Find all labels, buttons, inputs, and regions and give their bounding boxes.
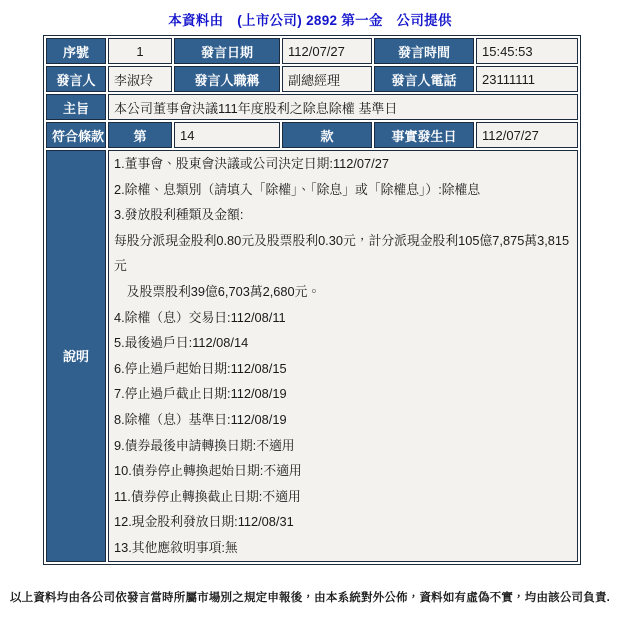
speaker-value: 李淑玲 (108, 66, 172, 92)
description-content (108, 150, 578, 562)
article-prefix-label: 第 (108, 122, 172, 148)
description-line: 12.現金股利發放日期:112/08/31 (114, 514, 294, 530)
description-line: 3.發放股利種類及金額: (114, 207, 244, 223)
speaker-title-value: 副總經理 (282, 66, 372, 92)
description-label: 說明 (46, 150, 106, 562)
description-line: 8.除權（息）基準日:112/08/19 (114, 411, 287, 427)
announcement-page (0, 9, 620, 605)
subject-label: 主旨 (46, 94, 106, 120)
description-line: 4.除權（息）交易日:112/08/11 (114, 309, 286, 325)
description-line: 6.停止過戶起始日期:112/08/15 (114, 360, 287, 376)
subject-value: 本公司董事會決議111年度股利之除息除權 基準日 (108, 94, 578, 120)
article-number-value: 14 (174, 122, 280, 148)
speaker-phone-value: 23111111 (476, 66, 578, 92)
table-row-speaker (46, 66, 578, 92)
description-line: 每股分派現金股利0.80元及股票股利0.30元，計分派現金股利105億7,875萬3,815元 (114, 232, 570, 274)
sequence-value: 1 (108, 38, 172, 64)
description-line: 10.債券停止轉換起始日期:不適用 (114, 463, 302, 479)
table-row-clause (46, 122, 578, 148)
description-line: 2.除權、息類別（請填入「除權」、「除息」或「除權息」）:除權息 (114, 181, 481, 197)
page-title: 本資料由 (上市公司) 2892 第一金 公司提供 (168, 13, 452, 28)
announcement-table (43, 35, 581, 565)
speaker-phone-label: 發言人電話 (374, 66, 474, 92)
clause-label: 符合條款 (46, 122, 106, 148)
speaker-title-label: 發言人職稱 (174, 66, 280, 92)
description-line: 5.最後過戶日:112/08/14 (114, 335, 249, 351)
fact-date-value: 112/07/27 (476, 122, 578, 148)
speaker-label: 發言人 (46, 66, 106, 92)
description-line: 1.董事會、股東會決議或公司決定日期:112/07/27 (114, 156, 389, 171)
description-line: 11.債券停止轉換截止日期:不適用 (114, 488, 301, 504)
speak-time-label: 發言時間 (374, 38, 474, 64)
description-line: 7.停止過戶截止日期:112/08/19 (114, 386, 287, 402)
table-row-subject (46, 94, 578, 120)
description-line: 及股票股利39億6,703萬2,680元。 (114, 283, 321, 299)
description-line: 13.其他應敘明事項:無 (114, 539, 238, 555)
table-row-sequence (46, 38, 578, 64)
table-row-description (46, 150, 578, 562)
speak-time-value: 15:45:53 (476, 38, 578, 64)
article-suffix-label: 款 (282, 122, 372, 148)
fact-date-label: 事實發生日 (374, 122, 474, 148)
speak-date-value: 112/07/27 (282, 38, 372, 64)
description-line: 9.債券最後申請轉換日期:不適用 (114, 437, 295, 453)
sequence-label: 序號 (46, 38, 106, 64)
speak-date-label: 發言日期 (174, 38, 280, 64)
footer-disclaimer: 以上資料均由各公司依發言當時所屬市場別之規定申報後，由本系統對外公佈，資料如有虛偽不實，均由該公司負責. (9, 591, 611, 604)
